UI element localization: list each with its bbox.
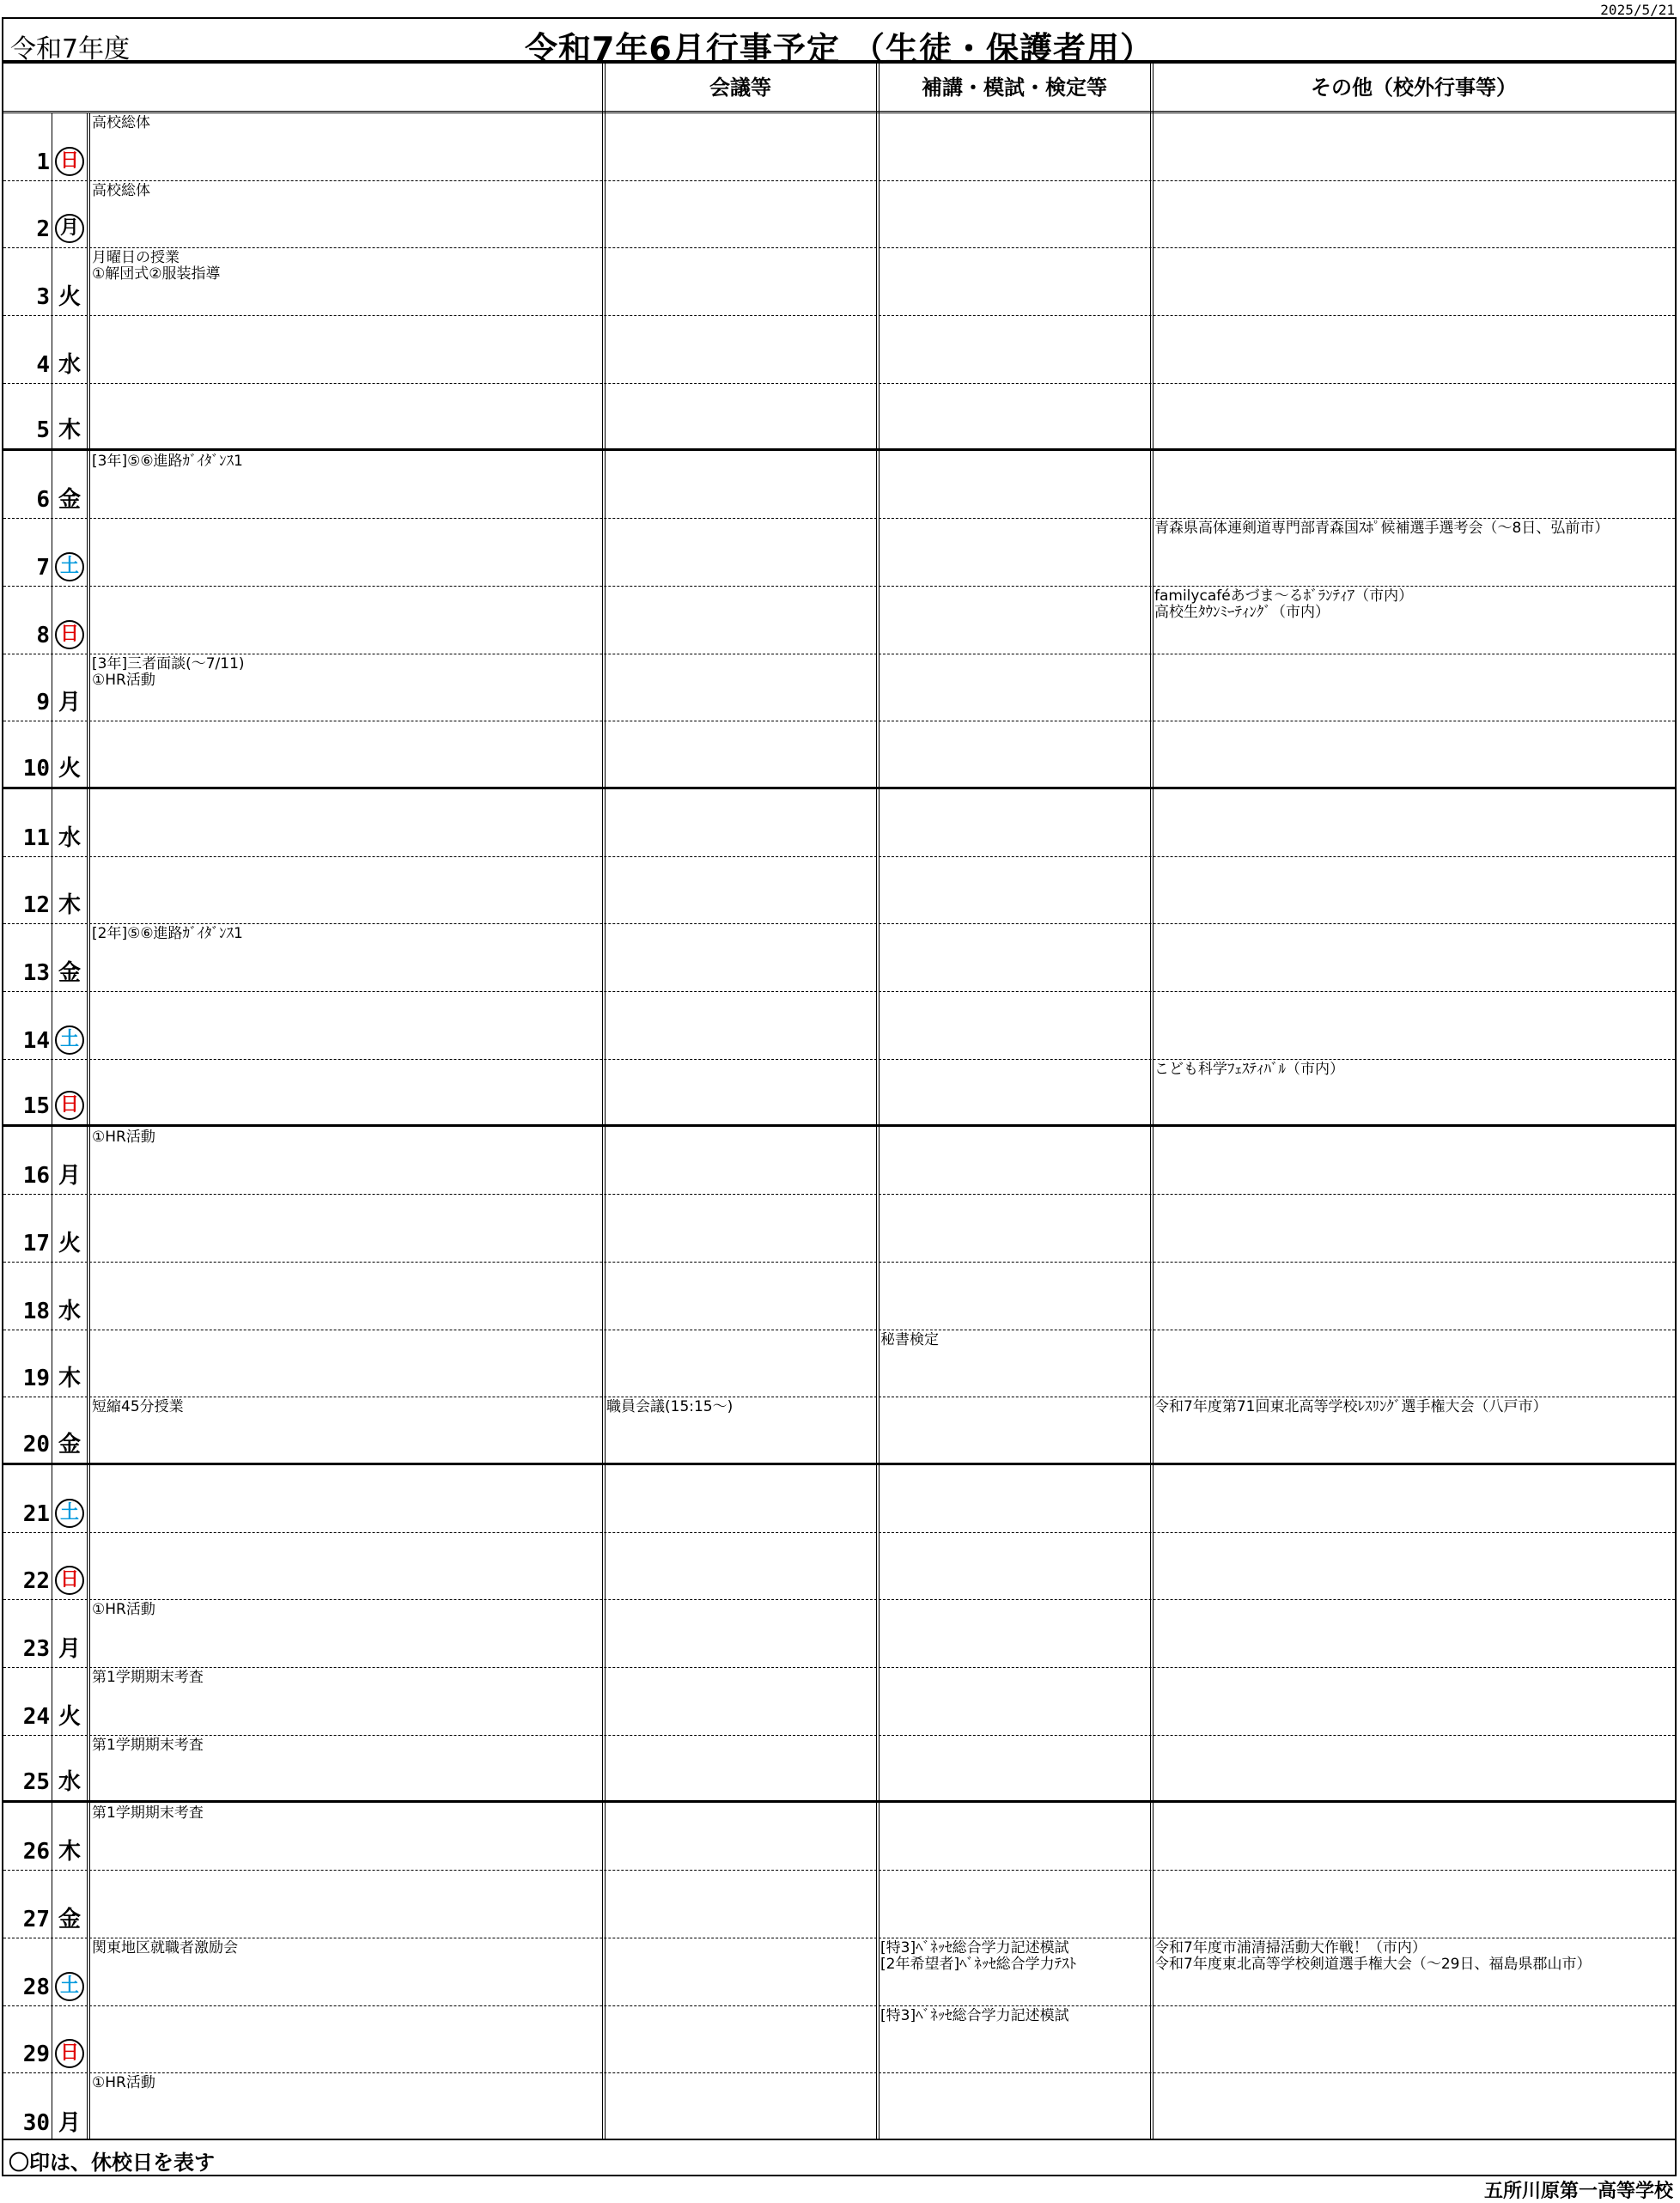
main-event: 関東地区就職者激励会 (92, 1939, 238, 1957)
weekday (53, 1025, 86, 1055)
weekday-label: 火 (58, 755, 81, 782)
day-number: 29 (22, 2042, 50, 2068)
schedule-table (2, 62, 1677, 2140)
weekday-label: 金 (58, 1906, 81, 1932)
weekday-label: 火 (58, 284, 81, 311)
day-number: 8 (36, 622, 50, 648)
table-row (3, 654, 1675, 722)
weekday (53, 1293, 86, 1325)
weekday-label: 水 (58, 351, 81, 378)
main-event: 月曜日の授業 ①解団式②服装指導 (92, 250, 221, 283)
table-row (3, 1128, 1675, 1196)
weekday (53, 1499, 86, 1528)
table-row (3, 113, 1675, 181)
main-event: 短縮45分授業 (92, 1399, 184, 1416)
header-main (89, 64, 603, 113)
weekday (53, 347, 86, 379)
weekday-label: 月 (58, 1636, 81, 1663)
title-bar (2, 17, 1677, 68)
weekday (53, 1226, 86, 1257)
other-event: 令和7年度市浦清掃活動大作戦！（市内） 令和7年度東北高等学校剣道選手権大会（～29日、福島県郡山市） (1154, 1939, 1592, 1973)
other-event: こども科学ﾌｪｽﾃｨﾊﾞﾙ（市内） (1154, 1061, 1344, 1078)
weekday (53, 1427, 86, 1458)
table-row (3, 1330, 1675, 1398)
other-event: 令和7年度第71回東北高等学校ﾚｽﾘﾝｸﾞ選手権大会（八戸市） (1154, 1399, 1548, 1416)
weekday (53, 482, 86, 514)
main-event: 第1学期期末考査 (92, 1804, 204, 1822)
weekday-label: 木 (58, 892, 81, 919)
weekday-label: 月 (55, 214, 84, 243)
day-number: 1 (36, 149, 50, 175)
table-row (3, 248, 1675, 316)
weekday-label: 水 (58, 825, 81, 851)
day-number: 11 (22, 825, 50, 851)
meeting-event: 職員会議(15:15～) (606, 1399, 733, 1416)
table-row (3, 1938, 1675, 2006)
day-number: 23 (22, 1636, 50, 1663)
day-number: 25 (22, 1769, 50, 1796)
day-number: 13 (22, 960, 50, 987)
day-number: 5 (36, 417, 50, 444)
weekday-label: 日 (55, 1566, 84, 1595)
day-number: 22 (22, 1568, 50, 1595)
day-number: 16 (22, 1163, 50, 1190)
school-name: 五所川原第一高等学校 (1483, 2181, 1673, 2202)
weekday-label: 金 (58, 1431, 81, 1458)
exam-event: [特3]ﾍﾞﾈｯｾ総合学力記述模試 [2年希望者]ﾍﾞﾈｯｾ総合学力ﾃｽﾄ (880, 1939, 1077, 1973)
table-row (3, 1397, 1675, 1465)
table-row (3, 857, 1675, 925)
main-event: [3年]三者面談(～7/11) ①HR活動 (92, 655, 245, 689)
main-event: ①HR活動 (92, 1129, 155, 1146)
legend-note: 〇印は、休校日を表す (9, 2151, 215, 2175)
header-other: その他（校外行事等） (1311, 76, 1517, 100)
day-number: 26 (22, 1839, 50, 1865)
table-row (3, 1195, 1675, 1263)
weekday-label: 日 (55, 1091, 84, 1120)
main-event: 高校総体 (92, 115, 150, 131)
weekday (53, 1566, 86, 1595)
weekday (53, 685, 86, 716)
weekday (53, 1699, 86, 1731)
weekday (53, 887, 86, 919)
print-date: 2025/5/21 (1600, 2, 1675, 18)
day-number: 27 (22, 1906, 50, 1932)
weekday (53, 552, 86, 581)
day-number: 3 (36, 284, 50, 311)
day-number: 21 (22, 1500, 50, 1527)
exam-event: 秘書検定 (880, 1331, 939, 1348)
table-row (3, 2073, 1675, 2141)
table-row (3, 1465, 1675, 1533)
main-event: 第1学期期末考査 (92, 1670, 204, 1687)
other-event: 青森県高体連剣道専門部青森国ｽﾎﾟ候補選手選考会（～8日、弘前市） (1154, 520, 1610, 538)
table-row (3, 452, 1675, 520)
weekday (53, 412, 86, 444)
day-number: 18 (22, 1298, 50, 1324)
weekday (53, 214, 86, 243)
day-number: 19 (22, 1366, 50, 1392)
main-event: ①HR活動 (92, 1602, 155, 1619)
weekday (53, 620, 86, 649)
weekday (53, 1360, 86, 1392)
weekday-label: 金 (58, 487, 81, 514)
weekday-label: 月 (58, 690, 81, 716)
table-row (3, 181, 1675, 249)
day-number: 12 (22, 892, 50, 919)
table-row (3, 1600, 1675, 1668)
day-number: 2 (36, 216, 50, 243)
weekday-label: 月 (58, 2109, 81, 2136)
table-row (3, 721, 1675, 789)
weekday-label: 日 (55, 620, 84, 649)
table-row (3, 2006, 1675, 2074)
weekday (53, 147, 86, 176)
main-event: [2年]⑤⑥進路ｶﾞｲﾀﾞﾝｽ1 (92, 926, 243, 943)
table-row (3, 1804, 1675, 1871)
weekday-label: 火 (58, 1703, 81, 1730)
main-event: [3年]⑤⑥進路ｶﾞｲﾀﾞﾝｽ1 (92, 453, 243, 470)
weekday-label: 水 (58, 1298, 81, 1324)
weekday-label: 日 (55, 147, 84, 176)
table-row (3, 1263, 1675, 1330)
weekday-label: 金 (58, 960, 81, 987)
weekday-label: 土 (55, 1972, 84, 2001)
weekday (53, 1091, 86, 1120)
weekday-label: 月 (58, 1163, 81, 1190)
weekday (53, 279, 86, 311)
table-row (3, 1533, 1675, 1601)
main-event: 第1学期期末考査 (92, 1737, 204, 1754)
weekday (53, 1158, 86, 1190)
day-number: 28 (22, 1974, 50, 2000)
day-number: 15 (22, 1093, 50, 1120)
table-row (3, 1668, 1675, 1736)
weekday (53, 2039, 86, 2068)
table-row (3, 316, 1675, 384)
table-row (3, 992, 1675, 1060)
footer (2, 2140, 1677, 2176)
table-row (3, 384, 1675, 452)
weekday-label: 水 (58, 1769, 81, 1796)
day-number: 20 (22, 1431, 50, 1458)
table-row (3, 1060, 1675, 1128)
weekday (53, 1972, 86, 2001)
header-meetings: 会議等 (709, 76, 771, 100)
weekday (53, 820, 86, 852)
day-number: 7 (36, 554, 50, 581)
other-event: familycaféあづま～るﾎﾞﾗﾝﾃｨｱ（市内） 高校生ﾀｳﾝﾐｰﾃｨﾝｸﾞ（市内） (1154, 587, 1414, 621)
weekday-label: 火 (58, 1230, 81, 1257)
weekday (53, 1902, 86, 1933)
day-number: 30 (22, 2109, 50, 2136)
weekday (53, 2105, 86, 2137)
weekday-label: 木 (58, 1366, 81, 1392)
weekday-label: 木 (58, 417, 81, 444)
weekday-label: 土 (55, 1025, 84, 1055)
main-event: ①HR活動 (92, 2075, 155, 2092)
day-number: 14 (22, 1027, 50, 1054)
table-row (3, 789, 1675, 857)
weekday-label: 土 (55, 1499, 84, 1528)
header-exams: 補講・模試・検定等 (922, 76, 1107, 100)
era-label: 令和7年度 (10, 34, 131, 64)
table-row (3, 519, 1675, 587)
weekday (53, 751, 86, 782)
table-row (3, 1871, 1675, 1938)
day-number: 9 (36, 690, 50, 716)
day-number: 10 (22, 755, 50, 782)
day-number: 24 (22, 1703, 50, 1730)
table-row (3, 587, 1675, 654)
day-number: 17 (22, 1230, 50, 1257)
exam-event: [特3]ﾍﾞﾈｯｾ総合学力記述模試 (880, 2007, 1069, 2024)
weekday-label: 木 (58, 1839, 81, 1865)
day-number: 4 (36, 351, 50, 378)
weekday (53, 1764, 86, 1796)
table-row (3, 924, 1675, 992)
weekday-label: 土 (55, 552, 84, 581)
table-header (3, 64, 1675, 113)
weekday-label: 日 (55, 2039, 84, 2068)
main-event: 高校総体 (92, 182, 150, 199)
day-number: 6 (36, 487, 50, 514)
weekday (53, 955, 86, 987)
table-row (3, 1736, 1675, 1804)
weekday (53, 1834, 86, 1865)
page-title: 令和7年6月行事予定 （生徒・保護者用） (524, 30, 1154, 68)
weekday (53, 1631, 86, 1663)
